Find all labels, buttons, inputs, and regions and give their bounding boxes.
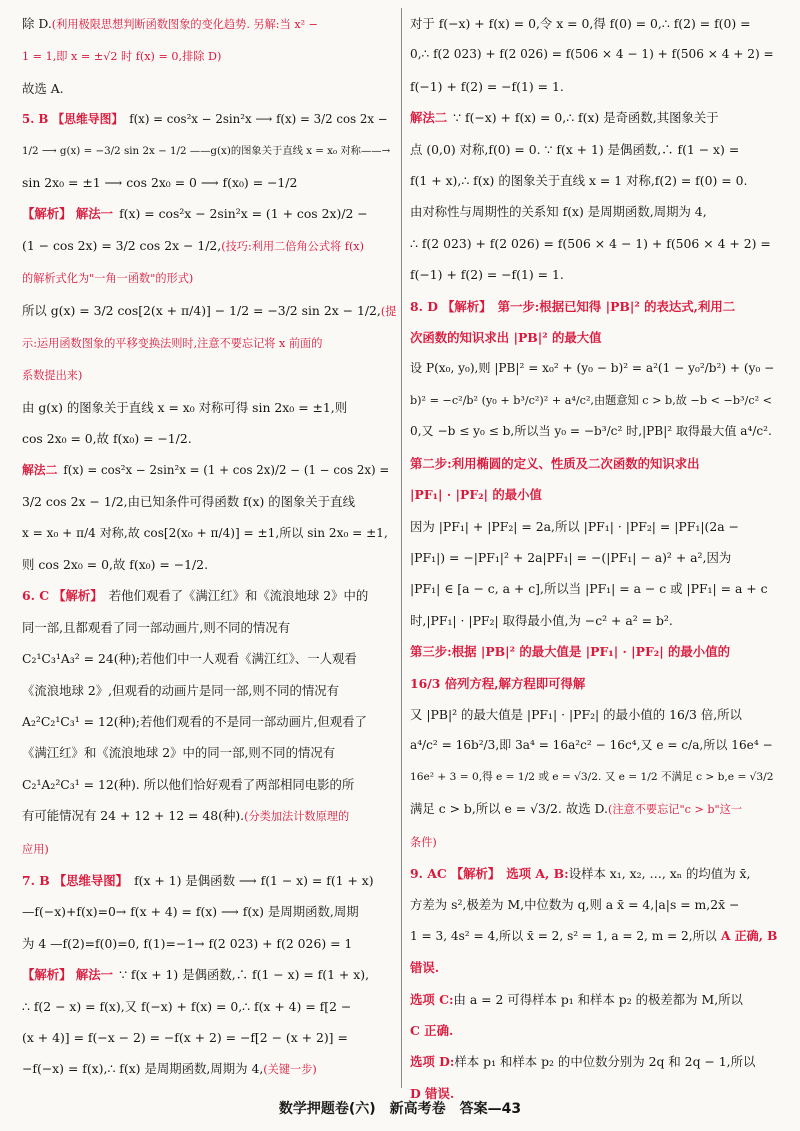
text-run: 由对称性与周期性的关系知 f(x) 是周期函数,周期为 4,: [410, 204, 707, 220]
text-line: [410, 605, 778, 636]
text-line: [22, 833, 395, 865]
text-run: f(x) = cos²x − 2sin²x ⟶ f(x) = 3/2 cos 2x −: [129, 112, 388, 127]
text-run: (分类加法计数原理的: [244, 810, 350, 824]
text-run: (注意不要忘记"c > b"这一: [607, 803, 743, 817]
text-run: b)² = −c²/b² (y₀ + b³/c²)² + a⁴/c²,由题意知 c > b,故 −b < −b³/c² <: [410, 393, 772, 407]
text-line: [410, 730, 778, 761]
text-line: [22, 1053, 395, 1085]
text-run: ∴ f(2 023) + f(2 026) = f(506 × 4 − 1) + f(506 × 4 + 2) =: [410, 235, 771, 251]
text-run: 样本 p₁ 和样本 p₂ 的中位数分别为 2q 和 2q − 1,所以: [454, 1054, 756, 1070]
text-line: [410, 511, 778, 542]
text-run: 为 4 —f(2)=f(0)=0, f(1)=−1→ f(2 023) + f(2 026) = 1: [22, 935, 353, 951]
text-run: ∴ f(2 − x) = f(x),又 f(−x) + f(x) = 0,∴ f(x + 4) = f[2 −: [22, 998, 352, 1014]
text-run: f(x + 1) 是偶函数 ⟶ f(1 − x) = f(1 + x): [134, 872, 374, 888]
text-line: [410, 1015, 778, 1046]
text-run: f(−1) + f(2) = −f(1) = 1.: [410, 267, 564, 283]
text-line: [22, 991, 395, 1022]
text-line: [22, 198, 395, 229]
text-run: 【解析】: [450, 865, 501, 881]
text-run: 5. B: [22, 112, 49, 127]
text-line: [410, 196, 778, 227]
text-line: [22, 518, 395, 549]
text-line: [22, 136, 395, 167]
text-run: 16e² + 3 = 0,得 e = 1/2 或 e = √3/2. 又 e = 1/2 不满足 c > b,e = √3/2: [410, 770, 774, 783]
text-run: |PF₁| · |PF₂| 的最小值: [410, 487, 542, 503]
text-run: 选项 C:: [410, 991, 454, 1007]
text-line: [410, 636, 778, 667]
text-run: 除 D.: [22, 16, 52, 31]
text-line: [22, 8, 395, 40]
text-run: 16/3 倍列方程,解方程即可得解: [410, 675, 586, 691]
text-run: a⁴/c² = 16b²/3,即 3a⁴ = 16a²c² − 16c⁴,又 e = c/a,所以 16e⁴ −: [410, 738, 773, 753]
text-line: [410, 542, 778, 573]
text-run: 对于 f(−x) + f(x) = 0,令 x = 0,得 f(0) = 0,∴ f(2) = f(0) =: [410, 16, 751, 31]
text-line: [410, 984, 778, 1015]
text-line: [410, 322, 778, 353]
text-line: [22, 865, 395, 896]
text-run: 1 = 1,即 x = ±√2 时 f(x) = 0,排除 D): [22, 50, 222, 64]
text-run: C 正确.: [410, 1023, 454, 1038]
text-line: [410, 921, 778, 952]
text-line: [22, 230, 395, 262]
text-run: 《流浪地球 2》,但观看的动画片是同一部,则不同的情况有: [22, 682, 340, 698]
text-run: 解法二: [410, 110, 448, 126]
text-line: [410, 134, 778, 165]
text-run: 第一步:根据已知得 |PB|² 的表达式,利用二: [497, 298, 736, 314]
text-line: [22, 737, 395, 768]
text-run: 示:运用函数图象的平移变换法则时,注意不要忘记将 x 前面的: [22, 337, 323, 351]
text-run: 【思维导图】: [53, 872, 129, 888]
text-run: 应用): [22, 842, 49, 856]
text-run: 条件): [410, 835, 437, 849]
text-run: 7. B: [22, 872, 50, 888]
text-run: 【思维导图】: [52, 112, 124, 127]
text-run: 《满江红》和《流浪地球 2》中的同一部,则不同的情况有: [22, 745, 336, 761]
text-line: [410, 668, 778, 699]
text-run: 故选 A.: [22, 80, 64, 96]
text-run: 的解析式化为"一角一函数"的形式): [22, 272, 194, 286]
text-run: 【解析】 解法一: [22, 967, 114, 983]
text-run: C₂¹C₃¹A₃² = 24(种);若他们中一人观看《满江红》、一人观看: [22, 651, 357, 667]
text-run: 若他们观看了《满江红》和《流浪地球 2》中的: [108, 588, 369, 604]
left-column: [22, 8, 395, 1093]
text-line: [410, 385, 778, 416]
text-run: 3/2 cos 2x − 1/2,由已知条件可得函数 f(x) 的图象关于直线: [22, 494, 355, 510]
text-line: [410, 71, 778, 102]
text-run: 系数提出来): [22, 369, 83, 383]
text-run: 点 (0,0) 对称,f(0) = 0. ∵ f(x + 1) 是偶函数,∴ f(1 − x) =: [410, 141, 740, 157]
text-run: 【解析】: [53, 588, 103, 604]
text-line: [22, 580, 395, 611]
text-line: [410, 952, 778, 983]
text-run: ∵ f(x + 1) 是偶函数,∴ f(1 − x) = f(1 + x),: [119, 967, 370, 983]
text-line: [410, 889, 778, 920]
text-run: 所以 g(x) = 3/2 cos[2(x + π/4)] − 1/2 = −3/2 sin 2x − 1/2,: [22, 302, 381, 318]
text-run: 选项 A, B:: [506, 865, 569, 881]
text-run: 则 cos 2x₀ = 0,故 f(x₀) = −1/2.: [22, 556, 209, 572]
text-run: (利用极限思想判断函数图象的变化趋势. 另解:当 x² −: [51, 18, 319, 31]
text-line: [410, 479, 778, 510]
text-run: sin 2x₀ = ±1 ⟶ cos 2x₀ = 0 ⟶ f(x₀) = −1/2: [22, 175, 298, 191]
text-run: C₂¹A₂²C₃¹ = 12(种). 所以他们恰好观看了两部相同电影的所: [22, 776, 355, 792]
text-line: [410, 826, 778, 858]
text-run: |PF₁|) = −|PF₁|² + 2a|PF₁| = −(|PF₁| − a)² + a²,因为: [410, 549, 732, 565]
text-run: |PF₁| ∈ [a − c, a + c],所以当 |PF₁| = a − c 或 |PF₁| = a + c: [410, 581, 768, 597]
text-run: 1 = 3, 4s² = 4,所以 x̄ = 2, s² = 1, a = 2, m = 2,所以: [410, 928, 717, 943]
text-line: [410, 228, 778, 259]
text-run: 设样本 x₁, x₂, …, xₙ 的均值为 x̄,: [568, 865, 751, 881]
text-run: 因为 |PF₁| + |PF₂| = 2a,所以 |PF₁| · |PF₂| = |PF₁|(2a −: [410, 518, 739, 534]
text-line: [22, 423, 395, 454]
text-line: [22, 167, 395, 198]
text-run: 选项 D:: [410, 1054, 455, 1070]
text-run: (x + 4)] = f(−x − 2) = −f(x + 2) = −f[2 − (x + 2)] =: [22, 1030, 348, 1045]
text-run: 第二步:利用椭圆的定义、性质及二次函数的知识求出: [410, 455, 700, 471]
text-run: 又 |PB|² 的最大值是 |PF₁| · |PF₂| 的最小值的 16/3 倍,所以: [410, 706, 742, 722]
text-line: [22, 392, 395, 423]
text-run: A 正确, B: [716, 928, 778, 943]
text-line: [22, 486, 395, 517]
text-run: f(1 + x),∴ f(x) 的图象关于直线 x = 1 对称,f(2) = f(0) = 0.: [410, 173, 748, 189]
text-run: 0,又 −b ≤ y₀ ≤ b,所以当 y₀ = −b³/c² 时,|PB|² 取得最大值 a⁴/c².: [410, 424, 772, 439]
text-run: 由 a = 2 可得样本 p₁ 和样本 p₂ 的极差都为 M,所以: [453, 991, 743, 1007]
text-run: cos 2x₀ = 0,故 f(x₀) = −1/2.: [22, 431, 192, 447]
text-line: [410, 699, 778, 730]
text-run: 满足 c > b,所以 e = √3/2. 故选 D.: [410, 801, 608, 817]
text-line: [410, 793, 778, 825]
text-run: f(−1) + f(2) = −f(1) = 1.: [410, 78, 564, 94]
text-line: [22, 262, 395, 294]
text-run: 8. D: [410, 298, 438, 314]
text-run: A₂²C₂¹C₃¹ = 12(种);若他们观看的不是同一部动画片,但观看了: [22, 713, 367, 729]
text-run: D 错误.: [410, 1085, 455, 1101]
text-line: [22, 769, 395, 800]
text-line: [22, 40, 395, 72]
text-line: [410, 8, 778, 39]
text-line: [410, 102, 778, 133]
column-divider: [401, 8, 402, 1088]
text-line: [22, 896, 395, 927]
text-line: [22, 549, 395, 580]
text-run: (1 − cos 2x) = 3/2 cos 2x − 1/2,: [22, 237, 222, 253]
text-run: (技巧:利用二倍角公式将 f(x): [221, 239, 364, 253]
text-line: [22, 455, 395, 486]
text-line: [410, 165, 778, 196]
text-line: [410, 573, 778, 604]
text-line: [410, 762, 778, 793]
text-run: 【解析】 解法一: [22, 206, 114, 222]
text-line: [410, 291, 778, 322]
text-run: −f(−x) = f(x),∴ f(x) 是周期函数,周期为 4,: [22, 1061, 264, 1077]
text-line: [410, 858, 778, 889]
text-line: [22, 104, 395, 135]
text-line: [22, 800, 395, 832]
text-run: x = x₀ + π/4 对称,故 cos[2(x₀ + π/4)] = ±1,所以 sin 2x₀ = ±1,: [22, 525, 388, 540]
text-run: (关键一步): [263, 1063, 317, 1077]
text-run: 错误.: [410, 960, 440, 976]
text-run: 同一部,且都观看了同一部动画片,则不同的情况有: [22, 619, 291, 635]
text-run: 方差为 s²,极差为 M,中位数为 q,则 a x̄ = 4,|a|s = m,2x̄ −: [410, 897, 740, 913]
text-run: 6. C: [22, 588, 50, 604]
text-line: [22, 295, 395, 327]
text-run: f(x) = cos²x − 2sin²x = (1 + cos 2x)/2 − (1 − cos 2x) =: [63, 462, 390, 477]
text-run: 由 g(x) 的图象关于直线 x = x₀ 对称可得 sin 2x₀ = ±1,则: [22, 399, 348, 415]
text-line: [410, 39, 778, 70]
text-line: [22, 959, 395, 990]
text-line: [410, 416, 778, 447]
text-line: [22, 675, 395, 706]
text-line: [22, 73, 395, 104]
text-line: [22, 643, 395, 674]
text-line: [22, 706, 395, 737]
text-run: 1/2 ⟶ g(x) = −3/2 sin 2x − 1/2 ——g(x)的图象关于直线 x = x₀ 对称——→: [22, 144, 391, 157]
text-line: [22, 359, 395, 391]
text-line: [410, 353, 778, 384]
text-run: 设 P(x₀, y₀),则 |PB|² = x₀² + (y₀ − b)² = a²(1 − y₀²/b²) + (y₀ −: [410, 361, 775, 376]
text-line: [22, 612, 395, 643]
text-run: 有可能情况有 24 + 12 + 12 = 48(种).: [22, 808, 245, 824]
text-run: f(x) = cos²x − 2sin²x = (1 + cos 2x)/2 −: [119, 206, 368, 222]
text-line: [410, 259, 778, 290]
text-run: 时,|PF₁| · |PF₂| 取得最小值,为 −c² + a² = b².: [410, 612, 673, 628]
text-line: [22, 928, 395, 959]
right-column: [410, 8, 778, 1101]
text-run: —f(−x)+f(x)=0→ f(x + 4) = f(x) ⟶ f(x) 是周期函数,周期: [22, 904, 359, 920]
text-run: 第三步:根据 |PB|² 的最大值是 |PF₁| · |PF₂| 的最小值的: [410, 644, 730, 660]
text-run: (提: [380, 304, 397, 318]
text-line: [22, 1022, 395, 1053]
text-run: 9. AC: [410, 865, 447, 881]
text-line: [410, 1046, 778, 1077]
text-run: 解法二: [22, 462, 58, 477]
text-run: 次函数的知识求出 |PB|² 的最大值: [410, 330, 602, 346]
text-run: ∵ f(−x) + f(x) = 0,∴ f(x) 是奇函数,其图象关于: [453, 110, 719, 126]
page-footer: 数学押题卷(六) 新高考卷 答案—43: [278, 1101, 522, 1117]
text-run: 【解析】: [442, 298, 492, 314]
text-line: [22, 327, 395, 359]
text-line: [410, 448, 778, 479]
text-run: 0,∴ f(2 023) + f(2 026) = f(506 × 4 − 1) + f(506 × 4 + 2) =: [410, 47, 774, 62]
